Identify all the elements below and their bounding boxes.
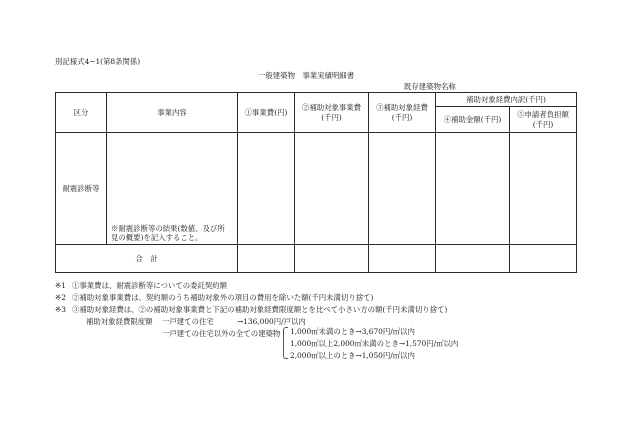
total-applicant-share-cell (510, 245, 577, 273)
row-applicant-share-cell (510, 133, 577, 245)
row-category: 耐震診断等 (56, 133, 107, 245)
row-subsidy-amount-cell (436, 133, 510, 245)
header-subsidy-target-cost (295, 93, 369, 133)
tier-brace (283, 327, 288, 359)
header-cost: ①事業費(円) (238, 93, 295, 133)
limit-detached-label: 一戸建ての住宅 (162, 317, 214, 326)
total-subsidy-target-expense-cell (369, 245, 436, 273)
header-breakdown-group: 補助対象経費内訳(千円) (436, 93, 577, 107)
note-1-mark: ※1 (55, 281, 66, 290)
expense-table (55, 92, 577, 273)
row-subsidy-target-expense-cell (369, 133, 436, 245)
note-3-text: ③補助対象経費は、②の補助対象事業費と下記の補助対象経費限度額とを比べて小さい方の額(千円未満切り捨て) (72, 305, 448, 314)
note-2-text: ②補助対象事業費は、契約額のうち補助対象外の項目の費用を除いた額(千円未満切り捨て) (72, 293, 374, 302)
limit-tier-3: 2,000㎡以上のとき→1,050円/㎡以内 (290, 351, 415, 360)
note-1-text: ①事業費は、耐震診断等についての委託契約額 (72, 281, 228, 290)
total-subsidy-amount-cell (436, 245, 510, 273)
limit-label: 補助対象経費限度額 (86, 317, 153, 326)
row-content (107, 133, 238, 245)
header-applicant-share-line1: ⑤申請者負担額 (517, 110, 569, 120)
row-cost-cell (238, 133, 295, 245)
header-content: 事業内容 (107, 93, 238, 133)
row-note-line2: 見の概要)を記入すること。 (111, 232, 203, 242)
header-applicant-share-line2: (千円) (532, 119, 554, 129)
row-note-line1: ※耐震診断等の結果(数値、及び所 (111, 223, 225, 233)
note-3-mark: ※3 (55, 305, 66, 314)
total-cost-cell (238, 245, 295, 273)
row-subsidy-target-cost-cell (295, 133, 369, 245)
total-label: 合 計 (56, 245, 238, 273)
header-category: 区分 (56, 93, 107, 133)
header-applicant-share (510, 107, 577, 133)
building-name-label: 既存建築物名称 (404, 82, 456, 91)
header-subsidy-target-cost-line1: ②補助対象事業費 (301, 103, 362, 113)
note-2-mark: ※2 (55, 293, 66, 302)
header-row-1 (56, 93, 577, 107)
form-label: 別記様式4−1(第8条関係) (55, 57, 141, 66)
total-subsidy-target-cost-cell (295, 245, 369, 273)
limit-tier-2: 1,000㎡以上2,000㎡未満のとき→1,570円/㎡以内 (290, 339, 459, 348)
header-subsidy-target-cost-line2: (千円) (321, 112, 342, 122)
limit-detached-value: →136,000円/戸以内 (237, 317, 306, 326)
header-subsidy-target-expense-line2: (千円) (391, 112, 413, 122)
limit-tier-1: 1,000㎡未満のとき→3,670円/㎡以内 (290, 327, 415, 336)
header-subsidy-target-expense (369, 93, 436, 133)
header-subsidy-target-expense-line1: ③補助対象経費 (376, 103, 428, 113)
total-row (56, 245, 577, 273)
limit-other-label: 一戸建ての住宅以外の全ての建築物 (162, 329, 281, 338)
header-subsidy-amount: ④補助金額(千円) (436, 107, 510, 133)
data-row (56, 133, 577, 245)
document-title: 一般建築物 事業実績明細書 (258, 71, 355, 80)
